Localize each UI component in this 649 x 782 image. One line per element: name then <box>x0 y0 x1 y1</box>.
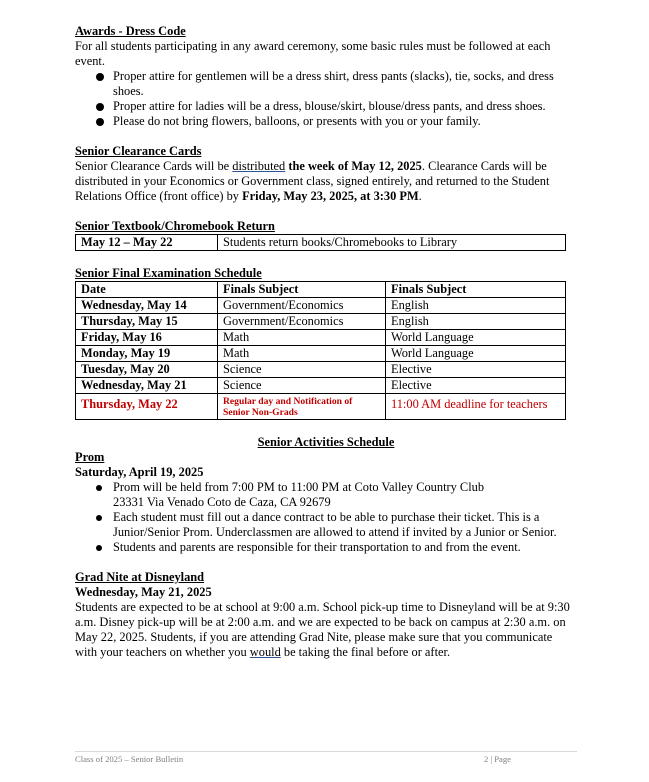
list-item: Proper attire for gentlemen will be a dress shirt, dress pants (slacks), tie, socks, and dress shoes. <box>75 69 577 99</box>
table-cell: English <box>386 298 566 314</box>
table-row <box>76 330 566 346</box>
text-run: Page <box>494 754 511 764</box>
table-row <box>76 394 566 420</box>
column-header: Finals Subject <box>386 282 566 298</box>
table-cell: Regular day and Notification of Senior Non-Grads <box>218 394 386 420</box>
clearance-heading: Senior Clearance Cards <box>75 144 202 158</box>
awards-bullet-list <box>75 69 577 129</box>
finals-table <box>75 281 566 420</box>
clearance-paragraph <box>75 159 577 204</box>
table-cell: 11:00 AM deadline for teachers <box>386 394 566 420</box>
table-cell: Government/Economics <box>218 298 386 314</box>
activities-heading: Senior Activities Schedule <box>257 435 395 449</box>
grad-nite-date: Wednesday, May 21, 2025 <box>75 585 212 599</box>
table-row <box>76 298 566 314</box>
table-row <box>76 346 566 362</box>
list-item <box>75 480 577 510</box>
list-item: Students and parents are responsible for their transportation to and from the event. <box>75 540 577 555</box>
table-cell: Elective <box>386 362 566 378</box>
textbook-table <box>75 234 566 251</box>
table-cell: Science <box>218 378 386 394</box>
prom-date: Saturday, April 19, 2025 <box>75 465 204 479</box>
table-row <box>76 378 566 394</box>
table-header-row <box>76 282 566 298</box>
grad-nite-heading: Grad Nite at Disneyland <box>75 570 205 584</box>
text-run: Senior Clearance Cards will be <box>75 159 233 173</box>
table-cell: Science <box>218 362 386 378</box>
grad-nite-paragraph <box>75 600 577 660</box>
text-run: Friday, May 23, 2025, at 3:30 PM <box>242 189 419 203</box>
table-cell: Government/Economics <box>218 314 386 330</box>
finals-heading: Senior Final Examination Schedule <box>75 266 262 280</box>
table-cell: English <box>386 314 566 330</box>
footer-page-number <box>484 754 511 765</box>
table-cell: Wednesday, May 14 <box>76 298 218 314</box>
textbook-text: Students return books/Chromebooks to Library <box>218 235 566 251</box>
table-cell: Math <box>218 346 386 362</box>
footer-left: Class of 2025 – Senior Bulletin <box>75 754 184 764</box>
text-run: distributed <box>232 159 286 173</box>
text-run: 2 <box>483 754 489 764</box>
list-item: Proper attire for ladies will be a dress, blouse/skirt, blouse/dress pants, and dress shoes. <box>75 99 577 114</box>
table-cell: Math <box>218 330 386 346</box>
text-run: 23331 Via Venado Coto de Caza, CA 92679 <box>113 495 331 509</box>
column-header: Date <box>76 282 218 298</box>
table-cell: World Language <box>386 330 566 346</box>
text-run: the week of May 12, 2025 <box>288 159 422 173</box>
text-run: be taking the final before or after. <box>280 645 451 659</box>
document-page <box>75 24 577 660</box>
table-cell: World Language <box>386 346 566 362</box>
textbook-heading: Senior Textbook/Chromebook Return <box>75 219 275 233</box>
text-run: would <box>249 645 281 659</box>
table-cell: Wednesday, May 21 <box>76 378 218 394</box>
prom-heading: Prom <box>75 450 105 464</box>
list-item: Please do not bring flowers, balloons, or presents with you or your family. <box>75 114 577 129</box>
text-run: . Clearance Cards will be distributed in your Economics or Government class, signed entirely, and returned to the Student Relations Office (front office) by <box>75 159 550 203</box>
table-cell: Elective <box>386 378 566 394</box>
table-row <box>76 314 566 330</box>
textbook-date: May 12 – May 22 <box>76 235 218 251</box>
table-row <box>76 235 566 251</box>
table-cell: Tuesday, May 20 <box>76 362 218 378</box>
page-footer <box>75 751 577 764</box>
table-cell: Thursday, May 15 <box>76 314 218 330</box>
text-run: Students are expected to be at school at 9:00 a.m. School pick-up time to Disneyland will be at 9:30 a.m. Disney pick-up will be at 2:00 a.m. and we are expected to be back on campus at 2:30 a.m. on May 22, 2025. Students, if you are attending Grad Nite, please make sure that you communicate with your teachers on whether you <box>75 600 570 659</box>
awards-heading: Awards - Dress Code <box>75 24 186 38</box>
table-cell: Thursday, May 22 <box>76 394 218 420</box>
awards-intro: For all students participating in any award ceremony, some basic rules must be followed at each event. <box>75 39 551 68</box>
list-item: Each student must fill out a dance contract to be able to purchase their ticket. This is a Junior/Senior Prom. Underclassmen are allowed to attend if invited by a Junior or Senior. <box>75 510 577 540</box>
text-run: . <box>418 189 422 203</box>
prom-bullet-list <box>75 480 577 555</box>
text-run: | <box>488 754 495 764</box>
table-cell: Friday, May 16 <box>76 330 218 346</box>
column-header: Finals Subject <box>218 282 386 298</box>
text-run: Prom will be held from 7:00 PM to 11:00 PM at Coto Valley Country Club <box>113 480 485 494</box>
table-row <box>76 362 566 378</box>
table-cell: Monday, May 19 <box>76 346 218 362</box>
